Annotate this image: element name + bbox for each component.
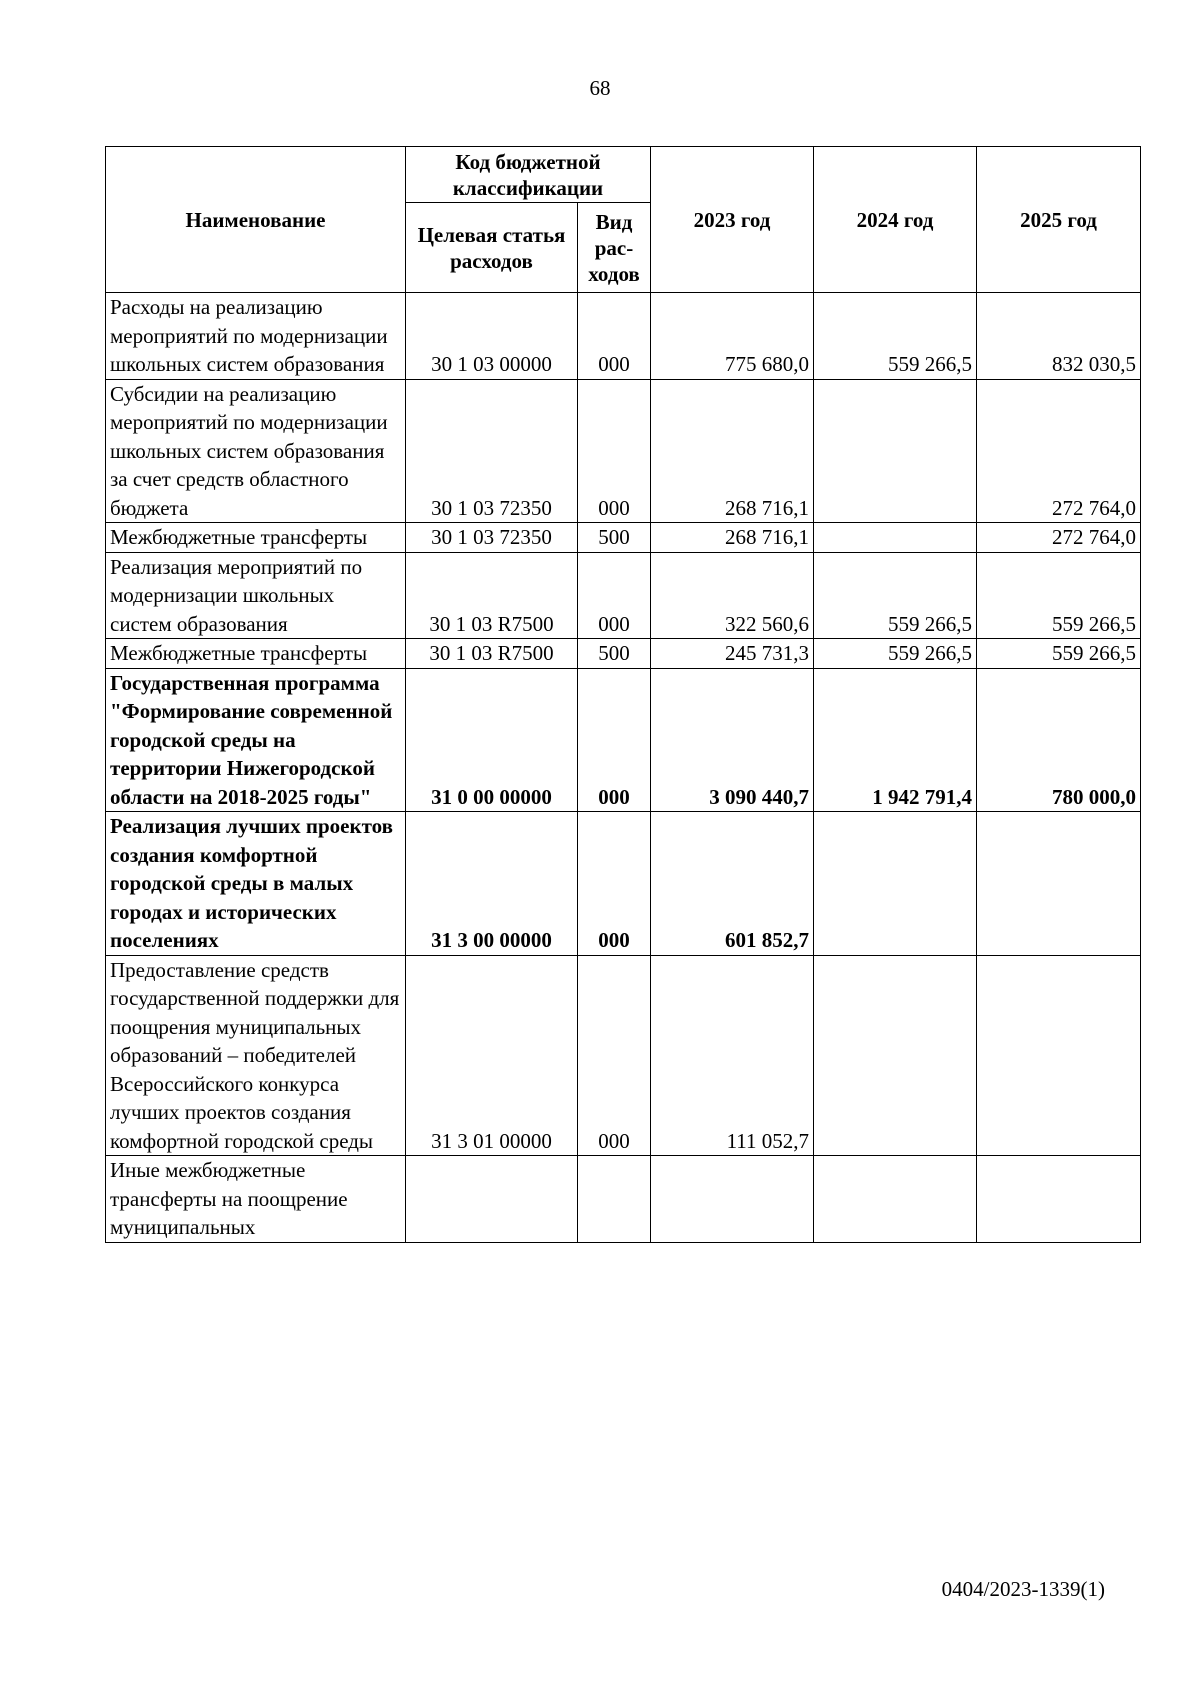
table-row [106,955,1141,1156]
table-row [106,379,1141,523]
row-2025 [977,955,1141,1156]
table-row [106,293,1141,380]
header-name: Наименование [106,147,406,293]
header-2025: 2025 год [977,147,1141,293]
row-2024 [814,379,977,523]
row-2024: 559 266,5 [814,293,977,380]
header-2024: 2024 год [814,147,977,293]
row-type: 500 [578,523,651,553]
row-target: 30 1 03 R7500 [406,639,578,669]
row-type: 000 [578,812,651,956]
row-name: Межбюджетные трансферты [106,523,406,553]
table-row [106,668,1141,812]
row-2025: 559 266,5 [977,552,1141,639]
row-name: Государственная программа "Формирование современной городской среды на территории Нижегородской области на 2018-2025 годы" [106,668,406,812]
row-2023: 268 716,1 [651,379,814,523]
row-type: 500 [578,639,651,669]
row-2023: 601 852,7 [651,812,814,956]
row-name: Расходы на реализацию мероприятий по модернизации школьных систем образования [106,293,406,380]
row-2024: 559 266,5 [814,639,977,669]
row-2023: 245 731,3 [651,639,814,669]
row-2024 [814,955,977,1156]
row-name: Предоставление средств государственной поддержки для поощрения муниципальных образований – победителей Всероссийского конкурса лучших проектов создания комфортной городской среды [106,955,406,1156]
row-2023: 322 560,6 [651,552,814,639]
row-target: 30 1 03 R7500 [406,552,578,639]
row-target: 30 1 03 72350 [406,523,578,553]
header-expense-type: Вид рас-ходов [578,203,651,293]
row-2023: 3 090 440,7 [651,668,814,812]
table-row [106,1156,1141,1243]
row-target: 30 1 03 72350 [406,379,578,523]
row-target: 31 0 00 00000 [406,668,578,812]
document-code: 0404/2023-1339(1) [941,1577,1105,1601]
row-target: 31 3 01 00000 [406,955,578,1156]
header-2023: 2023 год [651,147,814,293]
row-2025: 272 764,0 [977,523,1141,553]
budget-table [105,146,1141,1243]
row-type: 000 [578,955,651,1156]
row-2023: 775 680,0 [651,293,814,380]
row-name: Иные межбюджетные трансферты на поощрение муниципальных [106,1156,406,1243]
row-type [578,1156,651,1243]
row-name: Реализация лучших проектов создания комфортной городской среды в малых городах и исторических поселениях [106,812,406,956]
row-2025 [977,812,1141,956]
row-target: 31 3 00 00000 [406,812,578,956]
header-budget-code: Код бюджетной классификации [406,147,651,203]
row-2025: 559 266,5 [977,639,1141,669]
row-type: 000 [578,668,651,812]
row-2025 [977,1156,1141,1243]
row-2024 [814,523,977,553]
row-name: Реализация мероприятий по модернизации школьных систем образования [106,552,406,639]
header-target-article: Целевая статья расходов [406,203,578,293]
page-number: 68 [589,76,611,100]
table-row [106,523,1141,553]
table-row [106,639,1141,669]
row-type: 000 [578,552,651,639]
row-2024: 559 266,5 [814,552,977,639]
row-2023 [651,1156,814,1243]
row-name: Межбюджетные трансферты [106,639,406,669]
row-type: 000 [578,379,651,523]
table-row [106,812,1141,956]
row-2025: 272 764,0 [977,379,1141,523]
row-2024: 1 942 791,4 [814,668,977,812]
row-name: Субсидии на реализацию мероприятий по модернизации школьных систем образования за счет средств областного бюджета [106,379,406,523]
row-2023: 268 716,1 [651,523,814,553]
row-2024 [814,812,977,956]
row-target: 30 1 03 00000 [406,293,578,380]
row-2025: 780 000,0 [977,668,1141,812]
row-2024 [814,1156,977,1243]
row-2023: 111 052,7 [651,955,814,1156]
row-target [406,1156,578,1243]
table-row [106,552,1141,639]
row-type: 000 [578,293,651,380]
row-2025: 832 030,5 [977,293,1141,380]
